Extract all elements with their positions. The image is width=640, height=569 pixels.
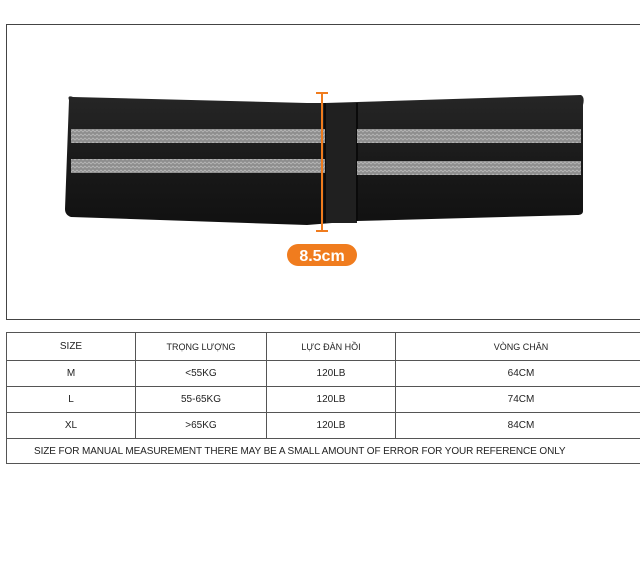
header-size: SIZE bbox=[7, 333, 136, 361]
product-photo-frame bbox=[6, 24, 640, 320]
measurement-note: SIZE FOR MANUAL MEASUREMENT THERE MAY BE A SMALL AMOUNT OF ERROR FOR YOUR REFERENCE ONLY bbox=[7, 439, 640, 464]
cell-leg-circumference: 64CM bbox=[396, 361, 640, 387]
resistance-band-illustration bbox=[7, 25, 640, 319]
header-weight: TRỌNG LƯỢNG bbox=[136, 333, 267, 361]
table-header-row bbox=[7, 333, 640, 361]
size-chart-table bbox=[6, 332, 640, 464]
cell-size: XL bbox=[7, 413, 136, 439]
table-note-row bbox=[7, 439, 640, 464]
table-row bbox=[7, 361, 640, 387]
cell-size: M bbox=[7, 361, 136, 387]
header-leg-circumference: VÒNG CHÂN bbox=[396, 333, 640, 361]
table-row bbox=[7, 413, 640, 439]
table-row bbox=[7, 387, 640, 413]
cell-weight: >65KG bbox=[136, 413, 267, 439]
cell-elasticity: 120LB bbox=[267, 413, 396, 439]
cell-leg-circumference: 74CM bbox=[396, 387, 640, 413]
cell-weight: 55-65KG bbox=[136, 387, 267, 413]
cell-elasticity: 120LB bbox=[267, 361, 396, 387]
measurement-label: 8.5cm bbox=[299, 248, 345, 265]
header-elasticity: LỰC ĐÀN HỒI bbox=[267, 333, 396, 361]
cell-weight: <55KG bbox=[136, 361, 267, 387]
cell-size: L bbox=[7, 387, 136, 413]
cell-leg-circumference: 84CM bbox=[396, 413, 640, 439]
cell-elasticity: 120LB bbox=[267, 387, 396, 413]
